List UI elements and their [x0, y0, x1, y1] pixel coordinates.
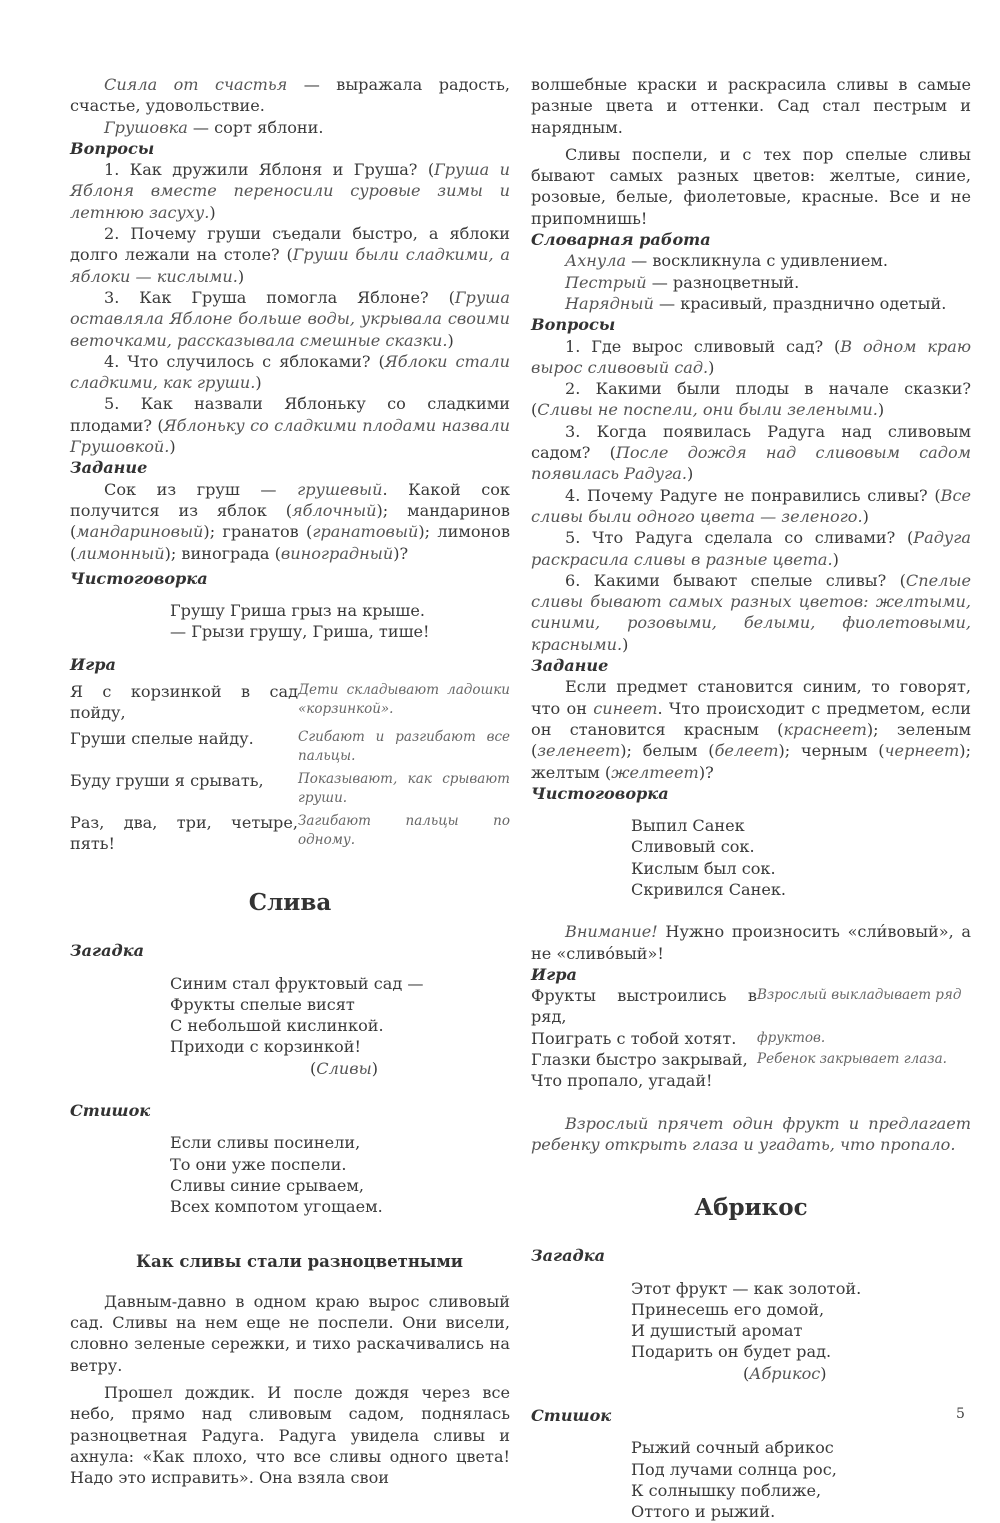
story-title: Как сливы стали разноцветными — [136, 1252, 464, 1272]
question-4: 4. Почему Радуге не понравились сливы? (Все сливы были одного цвета — зеленого.) — [531, 485, 971, 526]
question-3: 3. Как Груша помогла Яблоне? (Груша оставляла Яблоне больше воды, укрывала своими веточками, рассказывала смешные сказки.) — [70, 287, 510, 350]
game-action: Показывают, как срывают груши. — [298, 770, 510, 806]
page-number: 5 — [956, 1406, 965, 1422]
vocab-item: Нарядный — красивый, празднично одетый. — [565, 293, 947, 313]
game-line: Буду груши я срывать, — [70, 770, 264, 790]
definition-2: Грушовка — сорт яблони. — [104, 117, 324, 137]
tongue-twister-heading: Чистоговорка — [70, 568, 208, 588]
question-5: 5. Как назвали Яблоньку со сладкими плодами? (Яблоньку со сладкими плодами назвали Грушовкой.) — [70, 394, 510, 457]
game-table — [531, 985, 971, 1091]
game-action: Загибают пальцы по одному. — [298, 812, 510, 848]
tongue-twister: Выпил Санек Сливовый сок. Кислым был сок. Скривился Санек. — [631, 816, 787, 899]
game-line: Что пропало, угадай! — [531, 1071, 713, 1091]
game-table — [70, 681, 510, 854]
poem: Если сливы посинели, То они уже поспели. Сливы синие срываем, Всех компотом угощаем. — [170, 1133, 383, 1217]
task-heading: Задание — [70, 458, 148, 478]
game-heading: Игра — [70, 654, 116, 674]
game-note: Взрослый прячет один фрукт и предлагает ребенку открыть глаза и угадать, что пропало. — [531, 1113, 971, 1154]
question-2: 2. Какими были плоды в начале сказки? (Сливы не поспели, они были зелеными.) — [531, 379, 971, 420]
poem: Рыжий сочный абрикос Под лучами солнца рос, К солнышку поближе, Оттого и рыжий. — [631, 1438, 837, 1522]
task-text: Если предмет становится синим, то говорят, что он синеет. Что происходит с предметом, если он становится красным (краснеет); зеленым (зеленеет); белым (белеет); черным (чернеет); желтым (желтеет)? — [531, 677, 971, 782]
plum-title: Слива — [248, 889, 332, 917]
question-4: 4. Что случилось с яблоками? (Яблоки стали сладкими, как груши.) — [70, 351, 510, 393]
riddle-answer: (Абрикос) — [743, 1363, 827, 1383]
question-5: 5. Что Радуга сделала со сливами? (Радуга раскрасила сливы в разные цвета.) — [531, 528, 971, 569]
pronunciation-note: Внимание! Нужно произносить «сли́вовый», а не «сливо́вый»! — [531, 922, 971, 963]
task-heading: Задание — [531, 656, 609, 676]
game-line: Раз, два, три, четыре, пять! — [70, 812, 298, 853]
riddle: Этот фрукт — как золотой. Принесешь его домой, И душистый аромат Подарить он будет рад. — [631, 1278, 862, 1362]
game-line: Глазки быстро закрывай, — [531, 1050, 748, 1070]
questions-heading: Вопросы — [531, 315, 616, 335]
game-line: Поиграть с тобой хотят. — [531, 1028, 737, 1048]
game-action — [757, 1070, 971, 1091]
right-column — [531, 74, 971, 1523]
game-line: Фрукты выстроились в ряд, — [531, 986, 757, 1027]
vocab-item: Ахнула — воскликнула с удивлением. — [565, 251, 888, 271]
question-6: 6. Какими бывают спелые сливы? (Спелые сливы бывают самых разных цветов: желтыми, синими, розовыми, белыми, фиолетовыми, красными.) — [531, 570, 971, 654]
question-3: 3. Когда появилась Радуга над сливовым садом? (После дождя над сливовым садом появилась Радуга.) — [531, 421, 972, 484]
vocab-item: Пестрый — разноцветный. — [565, 272, 800, 292]
story-paragraph-1: Давным-давно в одном краю вырос сливовый сад. Сливы на нем еще не поспели. Они висели, словно зеленые сережки, и тихо раскачивались на ветру. — [70, 1291, 510, 1375]
left-column — [70, 74, 510, 1488]
riddle-answer: (Сливы) — [310, 1058, 378, 1078]
question-2: 2. Почему груши съедали быстро, а яблоки долго лежали на столе? (Груши были сладкими, а яблоки — кислыми.) — [70, 224, 510, 286]
story-paragraph-2: Прошел дождик. И после дождя через все небо, прямо над сливовым садом, поднялась разноцветная Радуга. Радуга увидела сливы и ахнула: «Как плохо, что все сливы одного цвета! Надо это исправить». Она взяла свои — [70, 1382, 510, 1488]
poem-heading: Стишок — [70, 1100, 151, 1120]
tongue-twister: Грушу Гриша грыз на крыше. — Грызи грушу, Гриша, тише! — [170, 601, 430, 642]
game-action: фруктов. — [757, 1029, 826, 1046]
game-action: Взрослый выкладывает ряд — [757, 987, 962, 1004]
riddle-heading: Загадка — [70, 941, 145, 961]
game-action: Ребенок закрывает глаза. — [757, 1051, 947, 1068]
game-action: Дети складывают ладошки «корзинкой». — [298, 682, 510, 718]
riddle: Синим стал фруктовый сад — Фрукты спелые висят С небольшой кислинкой. Приходи с корзинкой! — [170, 973, 424, 1057]
game-line: Груши спелые найду. — [70, 728, 254, 748]
tongue-twister-heading: Чистоговорка — [531, 783, 669, 803]
apricot-title: Абрикос — [694, 1194, 808, 1222]
question-1: 1. Как дружили Яблоня и Груша? (Груша и Яблоня вместе переносили суровые зимы и летнюю засуху.) — [70, 160, 510, 222]
definition-1: Сияла от счастья — выражала радость, счастье, удовольствие. — [70, 75, 511, 116]
riddle-heading: Загадка — [531, 1246, 606, 1266]
vocab-heading: Словарная работа — [531, 230, 711, 250]
task-text: Сок из груш — грушевый. Какой сок получится из яблок (яблочный); мандаринов (мандариновый); гранатов (гранатовый); лимонов (лимонный); винограда (виноградный)? — [70, 479, 511, 563]
game-heading: Игра — [531, 964, 577, 984]
game-line: Я с корзинкой в сад пойду, — [70, 682, 298, 723]
poem-heading: Стишок — [531, 1406, 612, 1426]
story-paragraph-3: Сливы поспели, и с тех пор спелые сливы бывают самых разных цветов: желтые, синие, розовые, белые, фиолетовые, красные. Все и не припомнишь! — [531, 144, 971, 228]
questions-heading: Вопросы — [70, 138, 155, 158]
story-continuation: волшебные краски и раскрасила сливы в самые разные цвета и оттенки. Сад стал пестрым и нарядным. — [531, 75, 971, 137]
game-action: Сгибают и разгибают все пальцы. — [298, 728, 510, 764]
question-1: 1. Где вырос сливовый сад? (В одном краю вырос сливовый сад.) — [531, 336, 971, 377]
